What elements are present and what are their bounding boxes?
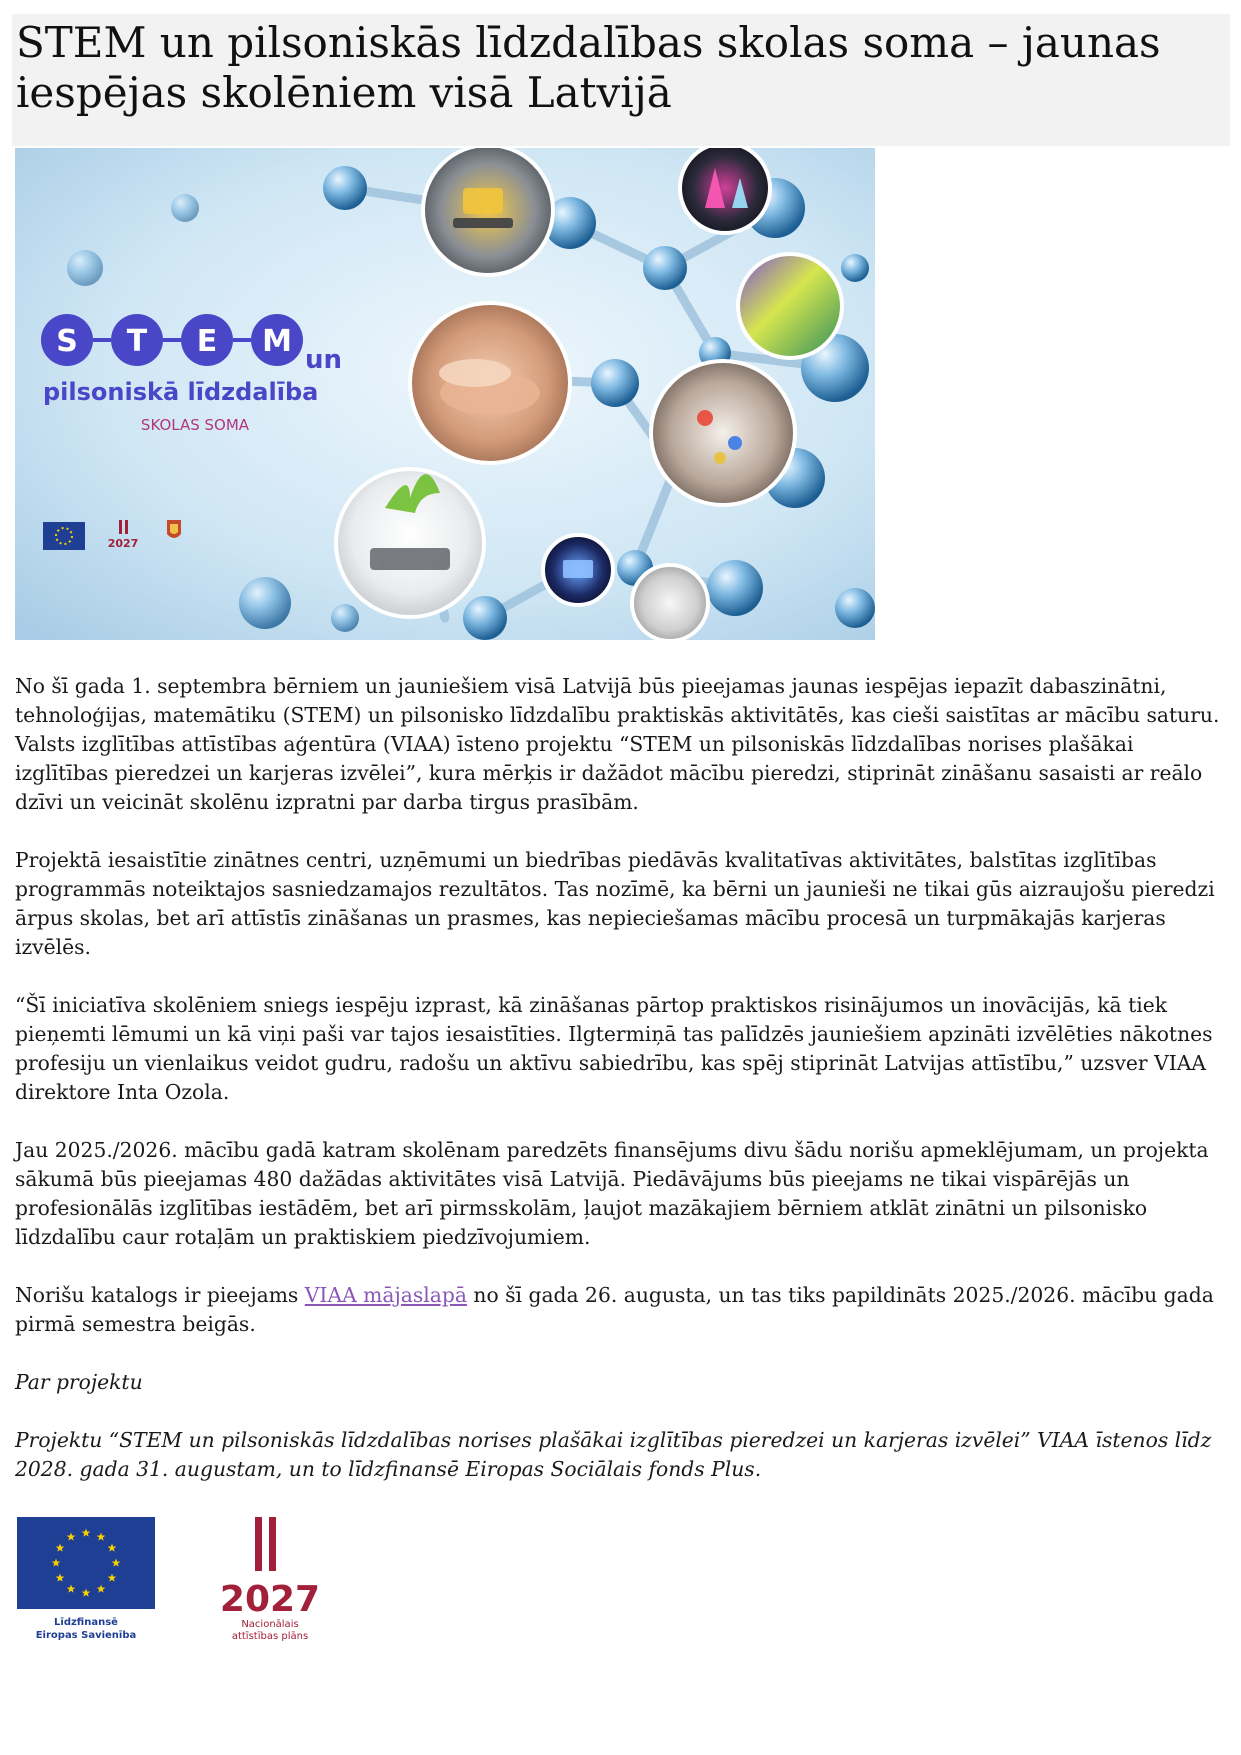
page-title: STEM un pilsoniskās līdzdalības skolas soma – jaunas iespējas skolēniem visā Latvijā <box>16 18 1161 117</box>
footer-logos <box>15 1515 335 1655</box>
paragraph-partners: Projektā iesaistītie zinātnes centri, uzņēmumi un biedrības piedāvās kvalitatīvas aktivitātes, balstītas izglītības programmās noteiktajos sasniedzamajos rezultātos. Tas nozīmē, ka bērni un jaunieši ne tikai gūs aizraujošu pieredzi ārpus skolas, bet arī attīstīs zināšanas un prasmes, kas nepieciešamas mācību procesā un turpmākajās karjeras izvēlēs. <box>15 848 1215 959</box>
paragraph-quote: “Šī iniciatīva skolēniem sniegs iespēju izprast, kā zināšanas pārtop praktiskos risinājumos un inovācijās, kā tiek pieņemti lēmumi un kā viņi paši var tajos iesaistīties. Ilgtermiņā tas palīdzēs jauniešiem apzināti izvēlēties nākotnes profesiju un vienlaikus veidot gudru, radošu un aktīvu sabiedrību, kas spēj stiprināt Latvijas attīstību,” uzsver VIAA direktore Inta Ozola. <box>15 993 1213 1104</box>
eu-flag-logo <box>17 1517 155 1641</box>
nap-2027-logo <box>220 1517 320 1642</box>
article-body <box>15 672 1230 1513</box>
logo-letter-e: E <box>196 324 218 359</box>
hero-image <box>15 148 875 640</box>
about-text: Projektu “STEM un pilsoniskās līdzdalības norises plašākai izglītības pieredzei un karjeras izvēlei” VIAA īstenos līdz 2028. gada 31. augustam, un to līdzfinansē Eiropas Sociālais fonds Plus. <box>15 1428 1212 1481</box>
logo-letter-t: T <box>126 324 148 359</box>
eu-caption-line2: Eiropas Savienība <box>35 1630 137 1641</box>
nap-caption-line1: Nacionālais <box>241 1619 299 1630</box>
paragraph-funding: Jau 2025./2026. mācību gadā katram skolēnam paredzēts finansējums divu šādu norišu apmeklējumam, un projekta sākumā būs pieejamas 480 dažādas aktivitātes visā Latvijā. Piedāvājums būs pieejams ne tikai vispārējās un profesionālās izglītības iestādēm, bet arī pirmsskolām, ļaujot mazākajiem bērniem atklāt zinātni un pilsonisko līdzdalību caur rotaļām un praktiskiem piedzīvojumiem. <box>15 1138 1209 1249</box>
logo-un: un <box>305 345 343 375</box>
paragraph-intro: No šī gada 1. septembra bērniem un jauniešiem visā Latvijā būs pieejamas jaunas iespējas iepazīt dabaszinātni, tehnoloģijas, matemātiku (STEM) un pilsonisko līdzdalību praktiskās aktivitātēs, kas cieši saistītas ar mācību saturu. Valsts izglītības attīstības aģentūra (VIAA) īsteno projektu “STEM un pilsoniskās līdzdalības norises plašākai izglītības pieredzei un karjeras izvēlei”, kura mērķis ir dažādot mācību pieredzi, stiprināt zināšanu sasaisti ar reālo dzīvi un veicināt skolēnu izpratni par darba tirgus prasībām. <box>15 674 1220 814</box>
nap-caption-line2: attīstības plāns <box>231 1631 309 1642</box>
eu-caption-line1: Līdzfinansē <box>54 1617 118 1628</box>
logo-letter-s: S <box>56 324 78 359</box>
about-heading: Par projektu <box>15 1370 143 1394</box>
logo-letter-m: M <box>262 324 292 359</box>
nap-year: 2027 <box>219 1579 321 1620</box>
hero-2027-badge: 2027 <box>107 537 139 550</box>
viaa-homepage-link[interactable]: VIAA mājaslapā <box>304 1283 467 1307</box>
logo-line2: pilsoniskā līdzdalība <box>43 378 319 406</box>
logo-line3: SKOLAS SOMA <box>140 416 250 434</box>
paragraph-catalog: Norišu katalogs ir pieejams VIAA mājaslapā no šī gada 26. augusta, un tas tiks papildināts 2025./2026. mācību gada pirmā semestra beigās. <box>15 1283 1214 1336</box>
